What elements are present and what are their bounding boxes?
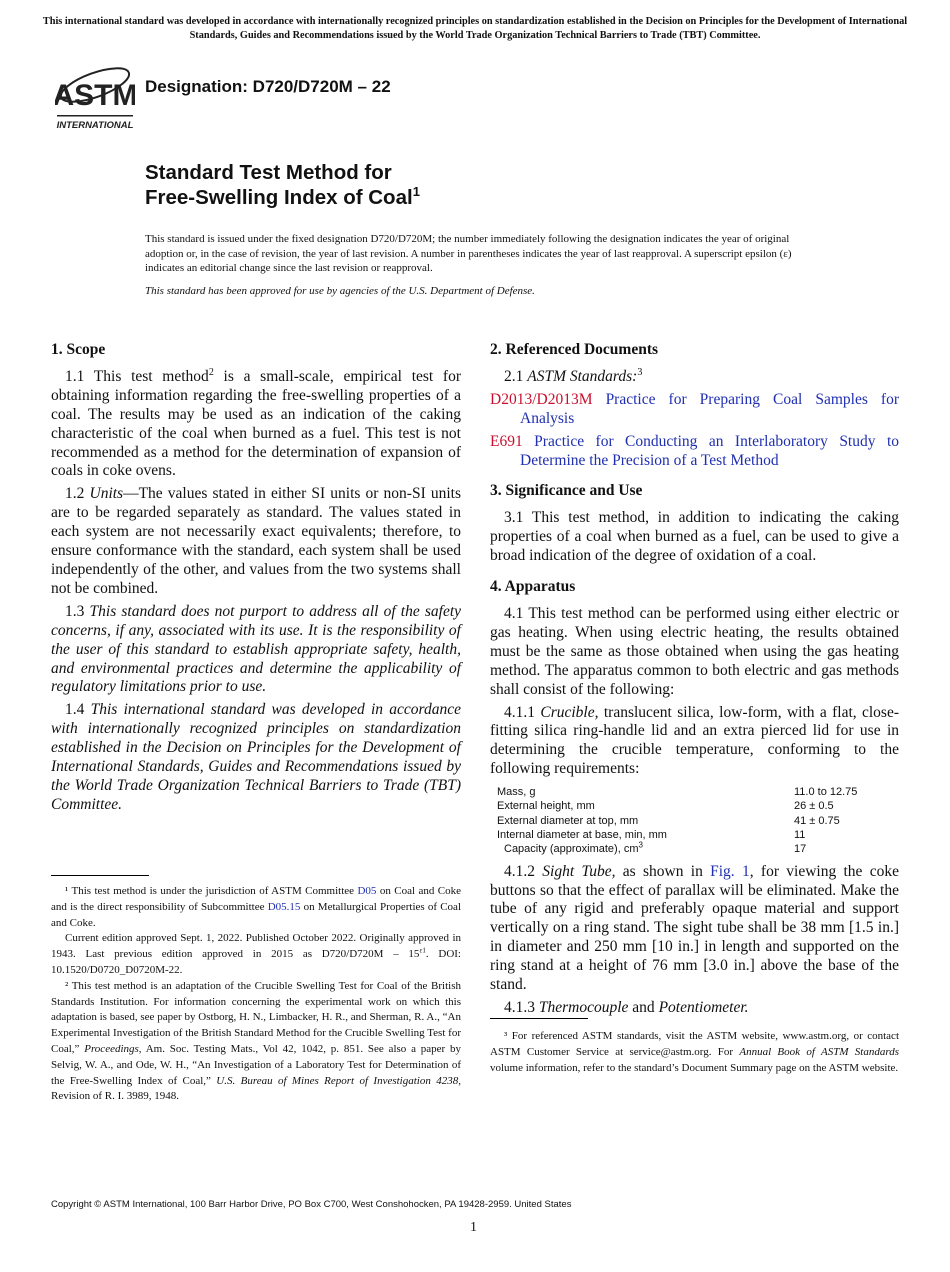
footnote-ref-2[interactable]: 2 bbox=[208, 366, 214, 378]
right-column bbox=[490, 341, 899, 1022]
designation: Designation: D720/D720M – 22 bbox=[145, 77, 391, 96]
para-4-1-3: 4.1.3 Thermocouple and Potentiometer. bbox=[504, 998, 749, 1016]
left-column bbox=[51, 341, 461, 819]
footnotes-left bbox=[51, 884, 461, 1105]
link-fig-1[interactable]: Fig. 1 bbox=[710, 862, 750, 880]
astm-logo bbox=[55, 55, 135, 133]
page-number: 1 bbox=[470, 1220, 477, 1235]
para-1-4: 1.4 This international standard was developed in accordance with internationally recognized principles on standardization established in the Decision on Principles for the Development of International Standards, Guides and Recommendations issued by the World Trade Organization Technical Barriers to Trade (TBT) Committee. bbox=[51, 701, 461, 813]
link-d05[interactable]: D05 bbox=[357, 885, 377, 897]
dod-approval: This standard has been approved for use by agencies of the U.S. Department of Defense. bbox=[145, 285, 535, 297]
para-3-1: 3.1 This test method, in addition to indicating the caking properties of a coal when burned as a fuel, can be used to give a broad indication of the degree of oxidation of a coal. bbox=[490, 509, 899, 565]
footnote-ref-3[interactable]: 3 bbox=[637, 366, 643, 378]
footnote-divider bbox=[51, 875, 149, 876]
referenced-docs-heading: 2. Referenced Documents bbox=[490, 341, 659, 358]
spec-row: External height, mm 26 ± 0.5 bbox=[497, 800, 834, 813]
significance-heading: 3. Significance and Use bbox=[490, 482, 643, 500]
footnote-edition: Current edition approved Sept. 1, 2022. Published October 2022. Originally approved in 1943. Last previous edition approved in 2015 as $D720/D720M - 15^{\varepsilon 1}$. DOI: 10.1520/D0720_D0720M-22. bbox=[51, 932, 461, 976]
para-4-1: 4.1 This test method can be performed using either electric or gas heating. When using electric heating, the results obtained must be the same as those obtained when using the gas heating method. The apparatus common to both electric and gas methods shall consist of the following: bbox=[490, 604, 899, 698]
footnote-1: ¹ This test method is under the jurisdiction of ASTM Committee D05 on Coal and Coke and is the direct responsibility of Subcommittee D05.15 on Metallurgical Properties of Coal and Coke. bbox=[51, 885, 461, 929]
page-title bbox=[145, 160, 420, 210]
para-1-1: 1.1 This test method$^2$ is a small-scale, empirical test for obtaining information regarding the free-swelling properties of a coal. The results may be used as an indication of the caking characteristic of the coal when burned as a fuel. This test is not recommended as a method for the determination of expansion of coals in coke ovens. bbox=[51, 366, 462, 480]
footnote-divider-right bbox=[490, 1018, 588, 1019]
para-4-1-1: 4.1.1 Crucible, translucent silica, low-form, with a flat, close-fitting silica ring-handle lid and an extra pierced lid for use in determining the crucible temperature, conforming to the following requirements: bbox=[490, 703, 900, 778]
spec-row: Capacity (approximate), $cm^3$ 17 bbox=[504, 840, 807, 856]
copyright: Copyright © ASTM International, 100 Barr Harbor Drive, PO Box C700, West Conshohocken, PA 19428-2959. United States bbox=[51, 1199, 572, 1210]
svg-text:ASTM: ASTM bbox=[55, 79, 135, 112]
scope-heading: 1. Scope bbox=[51, 341, 106, 358]
footnote-3: ³ For referenced ASTM standards, visit the ASTM website, www.astm.org, or contact ASTM Customer Service at service@astm.org. For Annual Book of ASTM Standards volume information, refer to the standard’s Document Summary page on the ASTM website. bbox=[490, 1030, 899, 1074]
footnotes-right bbox=[490, 1029, 899, 1076]
para-1-3: 1.3 This standard does not purport to address all of the safety concerns, if any, associated with its use. It is the responsibility of the user of this standard to establish appropriate safety, health, and environmental practices and determine the applicability of regulatory limitations prior to use. bbox=[51, 602, 462, 696]
ref-d2013[interactable]: D2013/D2013M Practice for Preparing Coal Samples for Analysis bbox=[490, 390, 900, 427]
para-1-2: 1.2 Units—The values stated in either SI units or non-SI units are to be regarded separately as standard. The values stated in each system are not necessarily exact equivalents; therefore, to ensure conformance with the standard, each system shall be used independently of the other, and values from the two systems shall not be combined. bbox=[51, 485, 462, 597]
para-2-1: 2.1 ASTM Standards:$^3$ bbox=[504, 366, 643, 385]
title-line-2: Free-Swelling Index of Coal bbox=[145, 186, 413, 209]
title-footnote-ref[interactable]: 1 bbox=[412, 184, 420, 200]
spec-row: Internal diameter at base, min, mm 11 bbox=[497, 829, 806, 842]
title-line-1: Standard Test Method for bbox=[145, 161, 392, 184]
intro-note: This standard is issued under the fixed designation D720/D720M; the number immediately following the designation indicates the year of original adoption or, in the case of revision, the year of last revision. A number in parentheses indicates the year of last reapproval. A superscript epsilon (ε) indicates an editorial change since the last revision or reapproval. bbox=[145, 233, 792, 274]
para-4-1-2: 4.1.2 Sight Tube, as shown in Fig. 1, for viewing the coke buttons so that the effect of parallax will be eliminated. Make the tube of any rigid and preferably opaque material and support vertically on a ring stand. The sight tube shall be 38 mm [1.5 in.] in diameter and 250 mm [10 in.] in length and supported on the ring stand at a height of 76 mm [3.0 in.] above the base of the stand. bbox=[490, 862, 899, 994]
crucible-spec-table bbox=[490, 785, 900, 856]
svg-text:INTERNATIONAL: INTERNATIONAL bbox=[56, 120, 134, 131]
ref-e691[interactable]: E691 Practice for Conducting an Interlaboratory Study to Determine the Precision of a Test Method bbox=[490, 432, 899, 469]
spec-row: Mass, g 11.0 to 12.75 bbox=[497, 786, 858, 799]
footnote-2: ² This test method is an adaptation of the Crucible Swelling Test for Coal of the British Standards Institution. For information concerning the experimental work on which this adaptation is based, see paper by Ostborg, H. N., Limbacker, H. R., and Sherman, R. A., “An Experimental Investigation of the British Standard Method for the Crucible Swelling Test for Coal,” Proceedings, Am. Soc. Testing Mats., Vol 42, 1042, p. 851. See also a paper by Selvig, W. A., and Ode, W. H., “An Investigation of a Laboratory Test for Determination of the Free-Swelling Index of Coal,” U.S. Bureau of Mines Report of Investigation 4238, Revision of R. I. 3989, 1948. bbox=[51, 979, 461, 1103]
link-d05-15[interactable]: D05.15 bbox=[267, 900, 301, 913]
astm-logo-icon bbox=[55, 55, 135, 133]
spec-row: External diameter at top, mm 41 ± 0.75 bbox=[497, 814, 840, 827]
apparatus-heading: 4. Apparatus bbox=[490, 578, 576, 596]
wto-notice: This international standard was developed in accordance with internationally recognized principles on standardization established in the Decision on Principles for the Development of International Standards, Guides and Recommendations issued by the World Trade Organization Technical Barriers to Trade (TBT) Committee. bbox=[42, 16, 908, 41]
